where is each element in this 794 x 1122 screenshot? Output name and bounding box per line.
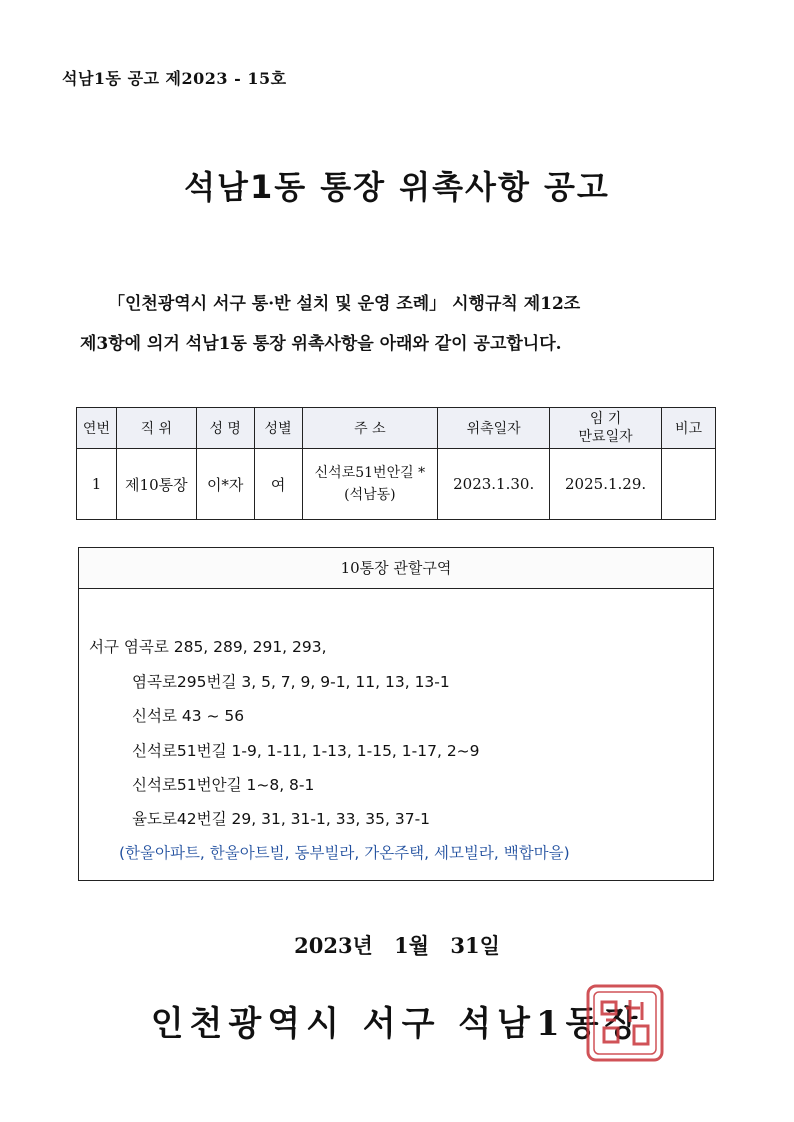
header-term xyxy=(550,408,662,449)
header-term-bottom: 만료일자 xyxy=(578,429,633,445)
cell-position: 제10통장 xyxy=(116,449,196,520)
zone-line: 신석로 43 ~ 56 xyxy=(132,707,245,725)
cell-address-line-2: (석남동) xyxy=(344,487,396,503)
zone-line: 서구 염곡로 285, 289, 291, 293, xyxy=(89,638,327,656)
cell-name: 이*자 xyxy=(196,449,254,520)
header-position: 직 위 xyxy=(116,408,196,449)
notice-date: 2023년 1월 31일 xyxy=(294,933,500,958)
intro-paragraph xyxy=(80,284,720,364)
document-title: 석남1동 통장 위촉사항 공고 xyxy=(184,168,610,206)
notice-number: 석남1동 공고 제2023 - 15호 xyxy=(62,69,287,88)
cell-appointed: 2023.1.30. xyxy=(438,449,550,520)
zone-buildings: (한울아파트, 한울아트빌, 동부빌라, 가온주택, 세모빌라, 백합마을) xyxy=(119,844,570,862)
table-row xyxy=(77,449,716,520)
table-header-row xyxy=(77,408,716,449)
zone-line: 신석로51번길 1-9, 1-11, 1-13, 1-15, 1-17, 2~9 xyxy=(132,742,480,760)
header-address: 주 소 xyxy=(302,408,438,449)
cell-expiry: 2025.1.29. xyxy=(550,449,662,520)
cell-address-line-1: 신석로51번안길 * xyxy=(314,465,426,481)
header-name: 성 명 xyxy=(196,408,254,449)
official-seal-icon xyxy=(582,980,668,1066)
seal-glyph-left xyxy=(602,1002,618,1042)
signature-line: 인천광역시 서구 석남1동장 xyxy=(150,1004,644,1044)
zone-line: 율도로42번길 29, 31, 31-1, 33, 35, 37-1 xyxy=(132,810,431,828)
header-appointed: 위촉일자 xyxy=(438,408,550,449)
cell-remark xyxy=(662,449,716,520)
header-remark: 비고 xyxy=(662,408,716,449)
header-no: 연번 xyxy=(77,408,117,449)
cell-no: 1 xyxy=(77,449,117,520)
zone-line: 염곡로295번길 3, 5, 7, 9, 9-1, 11, 13, 13-1 xyxy=(132,673,450,691)
header-gender: 성별 xyxy=(254,408,302,449)
intro-line-1: 「인천광역시 서구 통·반 설치 및 운영 조례」 시행규칙 제12조 xyxy=(108,294,581,314)
appointment-table xyxy=(76,407,716,520)
seal-frame xyxy=(588,986,662,1060)
jurisdiction-heading: 10통장 관할구역 xyxy=(79,548,713,589)
cell-address xyxy=(302,449,438,520)
intro-line-2: 제3항에 의거 석남1동 통장 위촉사항을 아래와 같이 공고합니다. xyxy=(80,334,562,354)
header-term-top: 임 기 xyxy=(589,411,622,427)
cell-gender: 여 xyxy=(254,449,302,520)
seal-glyph-right xyxy=(626,1000,648,1044)
zone-line: 신석로51번안길 1~8, 8-1 xyxy=(132,776,315,794)
jurisdiction-box xyxy=(78,547,714,881)
